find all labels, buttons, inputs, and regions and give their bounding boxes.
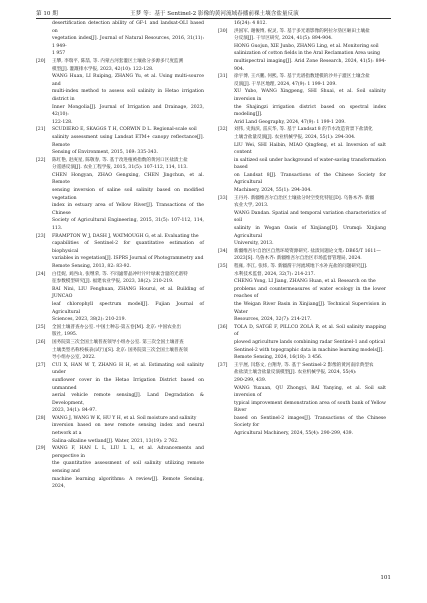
reference-number: [21]	[36, 127, 46, 133]
reference-text	[234, 88, 386, 126]
header-rule	[36, 18, 391, 19]
reference-text	[52, 172, 204, 233]
reference-line: BAI Nini, LIU Fenghuan, ZHANG Hourui, et al. Building of JUNCAO	[52, 286, 204, 300]
reference-entry	[218, 195, 386, 210]
reference-line: HONG Guojun, XIE Junbo, ZHANG Ling, et al. Monitoring soil	[234, 43, 379, 49]
reference-text	[52, 233, 204, 271]
reference-line: vegetation index[J]. Journal of Natural Resources, 2016, 31(11): 1 949-	[52, 36, 204, 49]
reference-line: 土壤含盐量反演[J]. 农业机械学报, 2024, 55(1): 294-304.	[234, 134, 356, 140]
reference-line: CUI X, HAN W T, ZHANG H H, et al. Estimating soil salinity under	[52, 362, 204, 376]
reference-column-left	[36, 20, 204, 491]
reference-line: 122-128.	[52, 119, 73, 125]
reference-line: 1 957	[52, 51, 66, 57]
reference-number: [34]	[218, 248, 228, 254]
reference-line: University, 2013.	[234, 241, 274, 247]
reference-line: WANG Yuxuan, QU Zhongyi, BAI Yanying, et al. Soil salt inversion of	[234, 385, 386, 399]
reference-line: typical improvement demonstration area of south bank of Yellow River	[234, 400, 386, 414]
reference-line: WANG J, WANG W K, HU Y H, et al. Soil moisture and salinity	[52, 415, 197, 421]
reference-entry	[218, 28, 386, 43]
reference-line: 程雍, 李江, 张炜, 等. 新疆渭干河流域地下水补充盐的问题研究[J].	[234, 264, 368, 269]
reference-text	[52, 20, 204, 58]
reference-text	[52, 445, 204, 491]
reference-number: [25]	[36, 324, 46, 330]
reference-line: 白佳妮, 刘西山, 张继荣, 等. 不同滤带晶冲叶片叶绿素含量的光谱特	[52, 271, 188, 277]
reference-entry	[218, 324, 386, 362]
reference-text	[234, 20, 386, 28]
reference-line: 王宇展, 闫悠文, 白翔寿, 等. 基于 Sentinel-2 影像的黄河南岸典型农	[234, 362, 374, 368]
reference-line: plowed agriculture lands combining radar Sentinel-1 and optical	[234, 339, 385, 345]
reference-line: aerial vehicle remote sensing[J]. Land Degradation & Development,	[52, 393, 204, 406]
reference-text	[52, 415, 204, 445]
reference-line: index in estuary area of Yellow River[J]. Transactions of the Chinese	[52, 203, 204, 216]
reference-line: Arid Land Geography, 2024, 47(9): 1 199-1 209.	[234, 119, 346, 125]
reference-text	[52, 286, 204, 324]
reference-line: 2023, 34(1): 84-97.	[52, 408, 97, 414]
reference-column-right	[218, 20, 386, 438]
reference-line: multispectral imaging[J]. Arid Zone Research, 2024, 41(5): 894-904.	[234, 58, 386, 72]
reference-line: salinization of cotton fields in the Aral Reclamation Area using	[234, 51, 380, 57]
page-number: 101	[380, 575, 391, 581]
reference-number: [22]	[36, 157, 46, 163]
reference-line: Resources, 2024, 32(7): 214-217.	[234, 317, 312, 323]
reference-text	[234, 195, 386, 210]
reference-entry	[218, 385, 386, 438]
reference-line: 刘伟, 史海滨, 雷庆华, 等. 基于 Landsat 8 的节水改造背景下盐渍化	[234, 127, 373, 133]
reference-number: [26]	[36, 339, 46, 345]
reference-line: 王攀, 李瑞平, 陈喆, 等. 内蒙古河套灌区土壤盐分多源多尺度监测	[52, 58, 184, 64]
reference-line: 反演[J]. 干旱区地理, 2024, 47(9): 1 199-1 209.	[234, 81, 337, 87]
reference-line: 水利技术监督, 2024, 32(7): 214-217.	[234, 271, 316, 277]
reference-entry	[36, 126, 204, 156]
reference-line: 分反演[J]. 干旱区研究, 2024, 41(5): 894-904.	[234, 36, 333, 42]
reference-text	[234, 210, 386, 248]
reference-text	[52, 73, 204, 126]
reference-line: LIU Wei, SHI Haibin, MIAO Qingfeng, et al. Inversion of salt content	[234, 142, 386, 156]
reference-number: [20]	[36, 58, 46, 64]
reference-line: TOLA D, SATGÉ F, PILLCO ZOLÁ R, et al. Soil salinity mapping of	[234, 324, 386, 338]
reference-line: 国务院第三次全国土壤普查领导小组办公室. 第三次全国土壤普查	[52, 339, 184, 345]
reference-number: [30]	[218, 28, 228, 34]
reference-entry	[218, 126, 386, 141]
reference-line: Remote Sensing, 2024, 16(18): 3 456.	[234, 355, 323, 361]
reference-line: sunflower cover in the Hetao Irrigation District based on unmanned	[52, 377, 204, 391]
reference-entry	[36, 286, 204, 324]
reference-line: Agricultural Machinery, 2024, 55(4): 290-299, 439.	[234, 431, 354, 437]
reference-entry	[36, 324, 204, 339]
issue-number: 第 10 期	[36, 11, 58, 17]
reference-entry	[218, 142, 386, 195]
reference-number: [23]	[36, 233, 46, 239]
reference-line: the Weigan River Basin in Xinjiang[J]. Technical Supervision in Water	[234, 301, 386, 315]
reference-line: 全国土壤普查办公室. 中国土种志-第五卷[M]. 北京: 中国农业出	[52, 324, 181, 330]
reference-text	[52, 58, 204, 73]
reference-number: [35]	[218, 264, 228, 269]
reference-line: 16(24): 4 812.	[234, 21, 267, 26]
reference-entry	[36, 157, 204, 172]
reference-text	[234, 73, 386, 88]
reference-line: 分遥感反演[J]. 农业工程学报, 2015, 31(5): 107-112, 114, 113.	[52, 165, 188, 171]
reference-entry	[36, 339, 204, 362]
reference-number: [32]	[218, 127, 228, 133]
reference-entry	[218, 43, 386, 73]
reference-line: WANG Dandan. Spatial and temporal variation characteristics of soil	[234, 210, 386, 224]
reference-entry	[218, 20, 386, 28]
reference-line: Sentinel-2 with topographic data in machine learning models[J].	[234, 347, 384, 353]
reference-line: 290-299, 439.	[234, 377, 267, 383]
reference-number: [28]	[36, 415, 46, 421]
reference-line: 徐宇博, 王兴鹏, 何熙, 等. 基于光谱指数建模的沙井子灌区土壤含盐	[234, 74, 370, 80]
reference-text	[234, 43, 386, 73]
reference-line: 陈红艳, 赵庚星, 陈敬春, 等. 基于改进植被指数的黄河口区盐渍土盐	[52, 157, 188, 163]
reference-text	[234, 324, 386, 362]
running-title: 王梦 等：基于 Sentinel-2 影像的黄河流域春播前裸土壤含盐量反演	[130, 11, 299, 17]
reference-line: 土壤类型名称校核表(试行)[S]. 北京: 国务院第三次全国土壤普查领	[52, 347, 188, 353]
reference-line: SCUDIERO E, SKAGGS T H, CORWIN D L. Regional-scale soil	[52, 127, 197, 133]
reference-line: 新疆维吾尔自治区自然环境资源研究. 盐渍问题论文集: DB65/T 1611—	[234, 248, 381, 254]
reference-entry	[218, 362, 386, 385]
reference-line: Inner Mongolia[J]. Journal of Irrigation and Drainage, 2023, 42(10):	[52, 104, 204, 118]
reference-line: salinity assessment using Landsat ETM+ canopy reflectance[J]. Remote	[52, 134, 204, 148]
reference-line: Sensing of Environment, 2015, 169: 335-343.	[52, 150, 158, 156]
reference-line: problems and countermeasures of water ecology in the lower reaches of	[234, 286, 386, 300]
reference-text	[234, 248, 386, 263]
reference-line: WANG F, HAN L L, LIU L L, et al. Advancements and perspective in	[52, 446, 204, 459]
reference-line: Remote Sensing, 2013, 82: 83-92.	[52, 264, 131, 269]
reference-text	[234, 28, 386, 43]
reference-entry	[36, 445, 204, 491]
reference-text	[52, 339, 204, 362]
reference-entry	[218, 210, 386, 248]
reference-entry	[36, 58, 204, 73]
reference-entry	[218, 278, 386, 324]
reference-text	[234, 142, 386, 195]
reference-line: Salina-alkaline wetland[J]. Water, 2021, 13(19): 2 762.	[52, 438, 179, 444]
reference-line: variables in vegetation[J]. ISPRS Journal of Photogrammetry and	[52, 256, 204, 262]
reference-entry	[36, 20, 204, 58]
reference-text	[234, 362, 386, 385]
reference-line: FRAMPTON W J, DASH J, WATMOUGH G, et al. Evaluating the	[52, 233, 199, 239]
reference-line: 农业大学, 2013.	[234, 203, 269, 209]
reference-line: inversion based on new remote sensing index and neural network at a	[52, 423, 204, 437]
reference-number: [24]	[36, 271, 46, 277]
reference-number: [27]	[36, 362, 46, 368]
reference-text	[52, 126, 204, 156]
reference-line: Sciences, 2023, 38(2): 210-219.	[52, 317, 126, 323]
reference-line: 洪国军, 谢俊博, 祝灵, 等. 基于多光谱影像的阿拉尔垦区砸田土壤盐	[234, 28, 370, 34]
reference-line: Machinery, 2024, 55(1): 294-304.	[234, 188, 312, 194]
reference-line: on Landsat 8[J]. Transactions of the Chinese Society for Agricultural	[234, 172, 386, 186]
reference-text	[234, 385, 386, 438]
reference-line: 2023[S]. 乌鲁木齐: 新疆维吾尔自治区市场监督管理局, 2024.	[234, 256, 362, 262]
reference-line: Society of Agricultural Engineering, 2015, 31(5): 107-112, 114, 113.	[52, 218, 204, 232]
reference-number: [29]	[36, 446, 46, 452]
reference-line: salinity in Wogan Oasis of Xinjiang[D]. Urumqi: Xinjiang Agricultural	[234, 226, 386, 239]
reference-entry	[218, 263, 386, 278]
reference-line: CHENG Yong, LI Jiang, ZHANG Huan, et al. Research on the	[234, 279, 376, 285]
reference-line: multi-index method to assess soil salinity in Hetao irrigation district in	[52, 89, 204, 102]
reference-entry	[36, 415, 204, 445]
reference-number: [31]	[218, 74, 228, 80]
reference-entry	[36, 362, 204, 415]
reference-line: machine learning algorithms: A review[J]. Remote Sensing, 2024,	[52, 476, 204, 490]
reference-line: the Shajingzi irrigation district based on spectral index modeling[J].	[234, 104, 386, 118]
reference-number: [37]	[218, 362, 228, 368]
reference-entry	[218, 88, 386, 126]
reference-line: 导小组办公室, 2022.	[52, 355, 96, 361]
reference-entry	[36, 73, 204, 126]
reference-line: 盐盐渍土壤含盐量反演模型[J]. 农业机械学报, 2024, 55(4):	[234, 370, 357, 376]
reference-line: WANG Huan, LI Ruiping, ZHANG Yu, et al. Using multi-source and	[52, 74, 204, 87]
running-header	[36, 6, 391, 18]
reference-entry	[36, 271, 204, 286]
reference-line: 征参数模型研究[J]. 福建农业学报, 2023, 38(2): 210-219.	[52, 279, 174, 285]
reference-line: leaf chlorophyll spectrum model[J]. Fujian Journal of Agricultural	[52, 301, 204, 315]
reference-text	[234, 263, 386, 278]
reference-entry	[36, 172, 204, 233]
reference-line: 版社, 1995.	[52, 332, 78, 338]
reference-line: capabilities of Sentinel-2 for quantitative estimation of biophysical	[52, 241, 204, 254]
reference-entry	[36, 233, 204, 271]
reference-number: [36]	[218, 324, 228, 330]
reference-text	[234, 126, 386, 141]
reference-line: based on Sentinel-2 images[J]. Transactions of the Chinese Society for	[234, 415, 386, 429]
reference-text	[52, 271, 204, 286]
reference-text	[52, 324, 204, 339]
reference-text	[234, 278, 386, 324]
reference-line: desertification detection ability of GF-1 and landsat-OLI based on	[52, 21, 204, 34]
reference-entry	[218, 248, 386, 263]
reference-line: in saltized soil under background of water-saving transformation based	[234, 157, 386, 171]
reference-line: sensing inversion of saline soil salinity based on modified vegetation	[52, 188, 204, 201]
reference-line: 模型[J]. 灌溉排水学报, 2023, 42(10): 122-128.	[52, 66, 154, 72]
reference-entry	[218, 73, 386, 88]
reference-line: the quantitative assessment of soil salinity utilizing remote sensing and	[52, 461, 204, 475]
reference-line: 王丹丹. 新疆维吾尔自治区土壤盐分时空变化特征[D]. 乌鲁木齐: 新疆	[234, 195, 375, 201]
reference-line: XU Yubo, WANG Xingpeng, SHI Shuai, et al. Soil salinity inversion in	[234, 89, 386, 102]
reference-line: CHEN Hongyan, ZHAO Gengxing, CHEN Jingchun, et al. Remote	[52, 172, 204, 186]
reference-text	[52, 362, 204, 415]
reference-number: [33]	[218, 195, 228, 201]
reference-text	[52, 157, 204, 172]
